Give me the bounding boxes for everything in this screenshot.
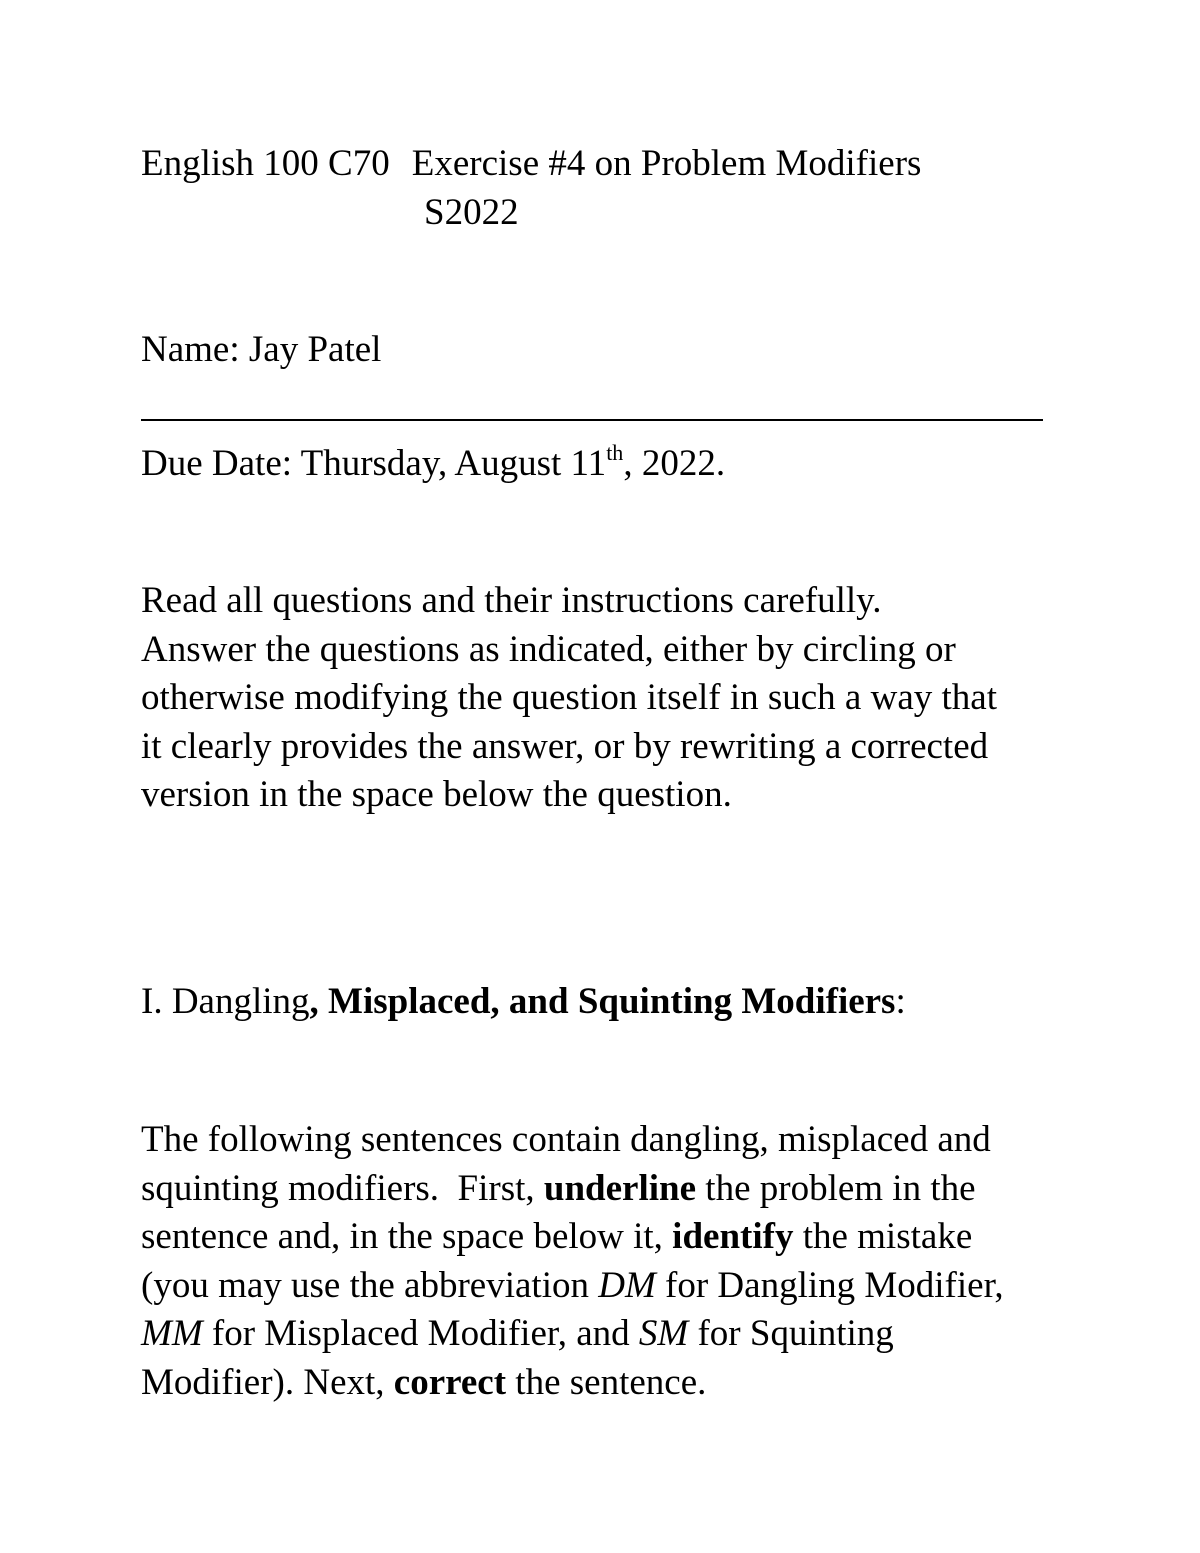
directions-text: squinting modifiers. First, [141,1168,544,1209]
term-line [424,189,519,237]
student-name [141,326,381,374]
section-heading-colon: : [895,981,906,1022]
underline-keyword: underline [543,1168,697,1209]
directions-text: the sentence. [506,1362,707,1403]
abbrev-dm: DM [598,1265,656,1306]
correct-keyword: correct [393,1362,507,1403]
instructions-line: Answer the questions as indicated, either by circling or [141,629,956,670]
due-date-ordinal: th [606,439,624,465]
directions-line [141,1213,972,1261]
due-date-year: , 2022. [623,443,726,484]
directions-line [141,1310,894,1358]
course-code: English 100 C70 [141,143,390,184]
instructions-line: it clearly provides the answer, or by rewriting a corrected [141,726,989,767]
directions-line [141,1116,991,1164]
directions-text: for Misplaced Modifier, and [202,1313,639,1354]
directions-text: sentence and, in the space below it, [141,1216,673,1257]
abbrev-sm: SM [638,1313,689,1354]
divider-rule [141,419,1043,421]
directions-line [141,1165,976,1213]
section-heading-bold: , Misplaced, and Squinting Modifiers [309,981,896,1022]
directions-text: Modifier). Next, [141,1362,394,1403]
instructions-line: version in the space below the question. [141,774,732,815]
directions-line [141,1262,1004,1310]
section-heading-plain: I. Dangling [141,981,310,1022]
directions-text: The following sentences contain dangling, misplaced and [141,1119,991,1160]
term: S2022 [424,192,519,233]
student-name-text: Name: Jay Patel [141,329,382,370]
exercise-title: Exercise #4 on Problem Modifiers [411,143,922,184]
abbrev-mm: MM [141,1313,203,1354]
due-date-prefix: Due Date: Thursday, August 11 [141,443,607,484]
directions-text: the problem in the [696,1168,976,1209]
directions-text: for Squinting [688,1313,894,1354]
directions-text: the mistake [793,1216,973,1257]
instructions-line: otherwise modifying the question itself in such a way that [141,677,997,718]
identify-keyword: identify [672,1216,794,1257]
instructions-line: Read all questions and their instructions carefully. [141,580,882,621]
directions-text: for Dangling Modifier, [655,1265,1004,1306]
due-date [141,440,725,488]
directions-line [141,1359,706,1407]
section-heading [141,978,906,1026]
header-line [141,140,921,188]
directions-text: (you may use the abbreviation [141,1265,599,1306]
